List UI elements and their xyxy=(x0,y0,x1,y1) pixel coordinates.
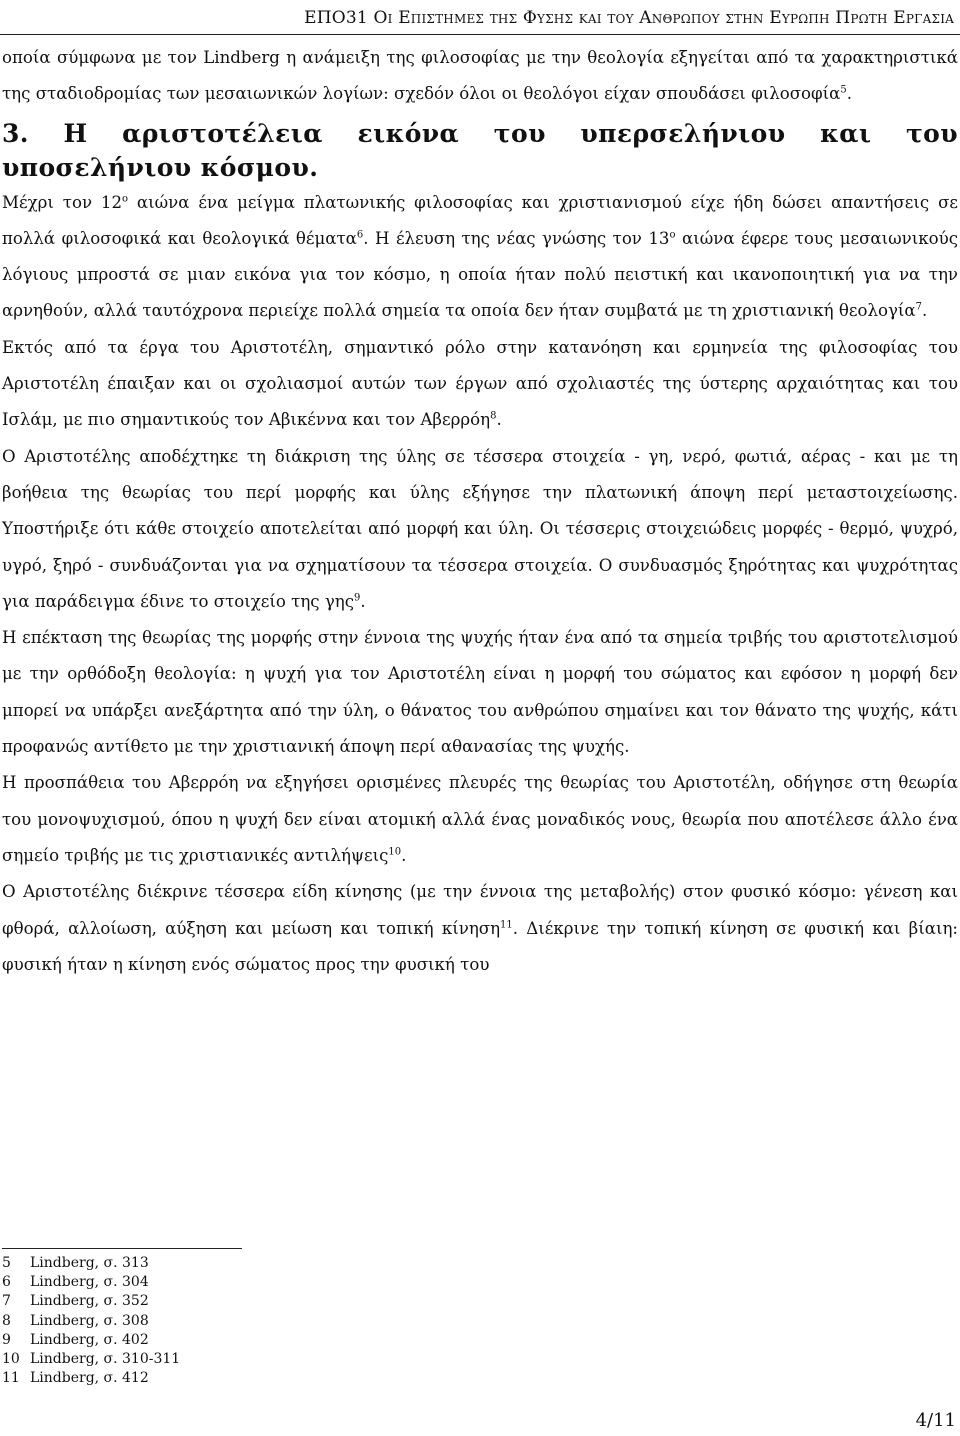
footnote-text: Lindberg, σ. 310-311 xyxy=(30,1351,181,1368)
footnote-ref-10[interactable]: 10 xyxy=(388,846,402,858)
ordinal-suffix: ο xyxy=(669,229,676,241)
footnote xyxy=(2,1273,180,1292)
p1-text-c: . Η έλευση της νέας γνώσης τον 13 xyxy=(363,228,670,248)
p5-text: Η προσπάθεια του Αβερρόη να εξηγήσει ορισμένες πλευρές της θεωρίας του Αριστοτέλη, οδήγησε στη θεωρία του μονοψυχισμού, όπου η ψυχή δεν είναι ατομική αλλά ένας μοναδικός νους, θεωρία που αποτέλεσε άλλο ένα σημείο τριβής με τις χριστιανικές αντιλήψεις xyxy=(2,773,958,865)
paragraph-4 xyxy=(2,620,958,765)
p1-text-d: αιώνα έφερε τους μεσαιωνικούς λόγιους μπροστά σε μιαν εικόνα για τον κόσμο, η οποία ήταν πολύ πειστική και ικανοποιητική για να την αρνηθούν, αλλά ταυτόχρονα περιείχε πολλά σημεία τα οποία δεν ήταν συμβατά με τη χριστιανική θεολογία xyxy=(2,228,958,321)
intro-tail: . xyxy=(846,84,853,104)
p1-text-b: αιώνα ένα μείγμα πλατωνικής φιλοσοφίας και χριστιανισμού είχε ήδη δώσει απαντήσεις σε πολλά φιλοσοφικά και θεολογικά θέματα xyxy=(2,192,958,248)
intro-text: οποία σύμφωνα με τον Lindberg η ανάμειξη της φιλοσοφίας με την θεολογία εξηγείται από τα χαρακτηριστικά της σταδιοδρομίας των μεσαιωνικών λογίων: σχεδόν όλοι οι θεολόγοι είχαν σπουδάσει φιλοσοφία xyxy=(2,48,958,104)
footnote-number: 5 xyxy=(2,1255,11,1271)
footnote xyxy=(2,1369,180,1388)
p6-text-a: Ο Αριστοτέλης διέκρινε τέσσερα είδη κίνησης (με την έννοια της μεταβολής) στον φυσικό κόσμο: γένεση και φθορά, αλλοίωση, αύξηση και μείωση και τοπική κίνηση xyxy=(2,882,958,938)
footnote-ref-11[interactable]: 11 xyxy=(500,919,513,930)
footnote-ref-7[interactable]: 7 xyxy=(915,301,922,313)
footnote-ref-8[interactable]: 8 xyxy=(490,410,497,422)
paragraph-5 xyxy=(2,765,958,874)
footnote xyxy=(2,1292,180,1311)
footnote-number: 11 xyxy=(2,1370,20,1387)
footnote-number: 10 xyxy=(2,1351,20,1368)
running-header: ΕΠΟ31 Οι Επιστημες της Φυσης και του Ανθρωπου στην Ευρωπη Πρωτη Εργασια xyxy=(304,8,954,28)
footnote-text: Lindberg, σ. 402 xyxy=(30,1331,149,1348)
footnote xyxy=(2,1312,180,1331)
header-rule xyxy=(0,34,960,35)
p1-text-e: . xyxy=(921,301,928,321)
footnote-number: 8 xyxy=(2,1312,11,1329)
footnotes xyxy=(2,1254,180,1388)
paragraph-3 xyxy=(2,439,958,620)
footnote-separator xyxy=(2,1248,242,1249)
footnote xyxy=(2,1350,180,1369)
p3-tail: . xyxy=(360,591,366,611)
p3-text: Ο Αριστοτέλης αποδέχτηκε τη διάκριση της ύλης σε τέσσερα στοιχεία - γη, νερό, φωτιά, αέρας - και με τη βοήθεια της θεωρίας του περί μορφής και ύλης εξήγησε την πλατωνική άποψη περί μεταστοιχείωσης. Υποστήριξε ότι κάθε στοιχείο αποτελείται από μορφή και ύλη. Οι τέσσερις στοιχειώδεις μορφές - θερμό, ψυχρό, υγρό, ξηρό - συνδυάζονται για να σχηματίσουν τα τέσσερα στοιχεία. Ο συνδυασμός ξηρότητας και ψυχρότητας για παράδειγμα έδινε το στοιχείο της γης xyxy=(2,446,958,611)
paragraph-2 xyxy=(2,330,958,439)
intro-paragraph xyxy=(2,40,958,113)
footnote-ref-9[interactable]: 9 xyxy=(354,592,361,604)
footnote-text: Lindberg, σ. 412 xyxy=(30,1370,149,1387)
page-number: 4/11 xyxy=(915,1410,956,1431)
section-heading: 3. Η αριστοτέλεια εικόνα του υπερσελήνιου και του υποσελήνιου κόσμου. xyxy=(2,118,958,182)
paragraph-6 xyxy=(2,874,958,983)
footnote-number: 9 xyxy=(2,1331,11,1348)
footnote xyxy=(2,1331,180,1350)
p4-text: Η επέκταση της θεωρίας της μορφής στην έννοια της ψυχής ήταν ένα από τα σημεία τριβής του αριστοτελισμού με την ορθόδοξη θεολογία: η ψυχή για τον Αριστοτέλη είναι η μορφή του σώματος και εφόσον η μορφή δεν μπορεί να υπάρξει ανεξάρτητα από την ύλη, ο θάνατος του ανθρώπου σημαίνει και τον θάνατο της ψυχής, κάτι προφανώς αντίθετο με την χριστιανική άποψη περί αθανασίας της ψυχής. xyxy=(2,628,958,757)
footnote-ref-6[interactable]: 6 xyxy=(356,229,364,241)
p1-text-a: Μέχρι τον 12 xyxy=(2,192,123,212)
footnote xyxy=(2,1254,180,1273)
p2-tail: . xyxy=(496,410,502,430)
footnote-text: Lindberg, σ. 352 xyxy=(30,1293,149,1310)
footnote-text: Lindberg, σ. 313 xyxy=(30,1255,149,1271)
footnote-number: 6 xyxy=(2,1274,11,1291)
footnote-text: Lindberg, σ. 308 xyxy=(30,1312,149,1329)
p2-text: Εκτός από τα έργα του Αριστοτέλη, σημαντικό ρόλο στην κατανόηση και ερμηνεία της φιλοσοφίας του Αριστοτέλη έπαιξαν και οι σχολιασμοί αυτών των έργων από σχολιαστές της ύστερης αρχαιότητας και του Ισλάμ, με πιο σημαντικούς τον Αβικέννα και τον Αβερρόη xyxy=(2,337,958,430)
footnote-number: 7 xyxy=(2,1293,11,1310)
paragraph-1 xyxy=(2,185,958,330)
footnote-ref-5[interactable]: 5 xyxy=(840,84,847,96)
footnote-text: Lindberg, σ. 304 xyxy=(30,1274,149,1291)
p6-text-b: . Διέκρινε την τοπική κίνηση σε φυσική και βίαιη: φυσική ήταν η κίνηση ενός σώματος προς την φυσική του xyxy=(2,918,958,974)
page-body xyxy=(2,40,958,983)
p5-tail: . xyxy=(401,845,407,865)
ordinal-suffix: ο xyxy=(122,193,129,205)
